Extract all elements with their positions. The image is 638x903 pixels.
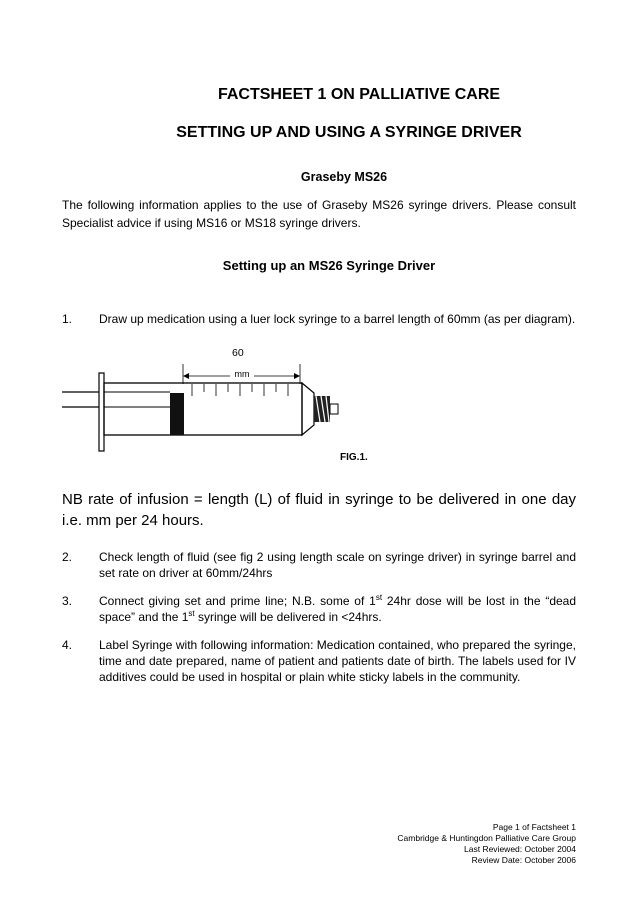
- syringe-barrel: [104, 383, 302, 435]
- syringe-diagram: [62, 360, 362, 460]
- step-number: 3.: [62, 594, 73, 608]
- finger-flange: [99, 373, 104, 451]
- syringe-tip: [330, 404, 338, 414]
- measure-value: 60: [232, 347, 244, 359]
- footer-page: Page 1 of Factsheet 1: [492, 822, 576, 832]
- step-number: 2.: [62, 550, 73, 564]
- section-heading: Setting up an MS26 Syringe Driver: [222, 258, 436, 273]
- luer-lock: [314, 396, 330, 422]
- step-4: [62, 637, 576, 685]
- footer-group: Cambridge & Huntingdon Palliative Care Group: [397, 833, 576, 843]
- footer-reviewed: Last Reviewed: October 2004: [464, 844, 576, 854]
- step-1: [62, 311, 576, 327]
- figure-caption: FIG.1.: [340, 452, 368, 463]
- page-subtitle: SETTING UP AND USING A SYRINGE DRIVER: [176, 124, 522, 141]
- page-footer: [397, 822, 576, 866]
- step-2: [62, 549, 576, 581]
- step-text: Check length of fluid (see fig 2 using length scale on syringe driver) in syringe barrel and set rate on driver at 60mm/24hrs: [99, 550, 576, 580]
- footer-review-date: Review Date: October 2006: [471, 855, 576, 865]
- step-number: 1.: [62, 312, 73, 326]
- page-title: FACTSHEET 1 ON PALLIATIVE CARE: [217, 86, 501, 103]
- step-text: Label Syringe with following information: Medication contained, who prepared the syringe, time and date prepared, name of patient and patients date of birth. The labels used for IV additives could be used in hospital or plain white sticky labels in the community.: [99, 638, 576, 684]
- step-3: [62, 593, 576, 625]
- intro-paragraph: The following information applies to the use of Graseby MS26 syringe drivers. Please consult Specialist advice if using MS16 or MS18 syringe drivers.: [62, 198, 576, 230]
- plunger-seal: [170, 393, 184, 435]
- barrel-scale: [192, 384, 288, 396]
- measure-unit: mm: [234, 369, 250, 379]
- device-name: Graseby MS26: [300, 170, 388, 184]
- step-text: Connect giving set and prime line; N.B. some of 1st 24hr dose will be lost in the “dead space” and the 1st syringe will be delivered in <24hrs.: [99, 593, 577, 624]
- syringe-taper: [302, 383, 314, 435]
- step-text: Draw up medication using a luer lock syringe to a barrel length of 60mm (as per diagram).: [99, 312, 576, 326]
- step-number: 4.: [62, 638, 73, 652]
- nb-note: NB rate of infusion = length (L) of fluid in syringe to be delivered in one day i.e. mm per 24 hours.: [62, 491, 576, 529]
